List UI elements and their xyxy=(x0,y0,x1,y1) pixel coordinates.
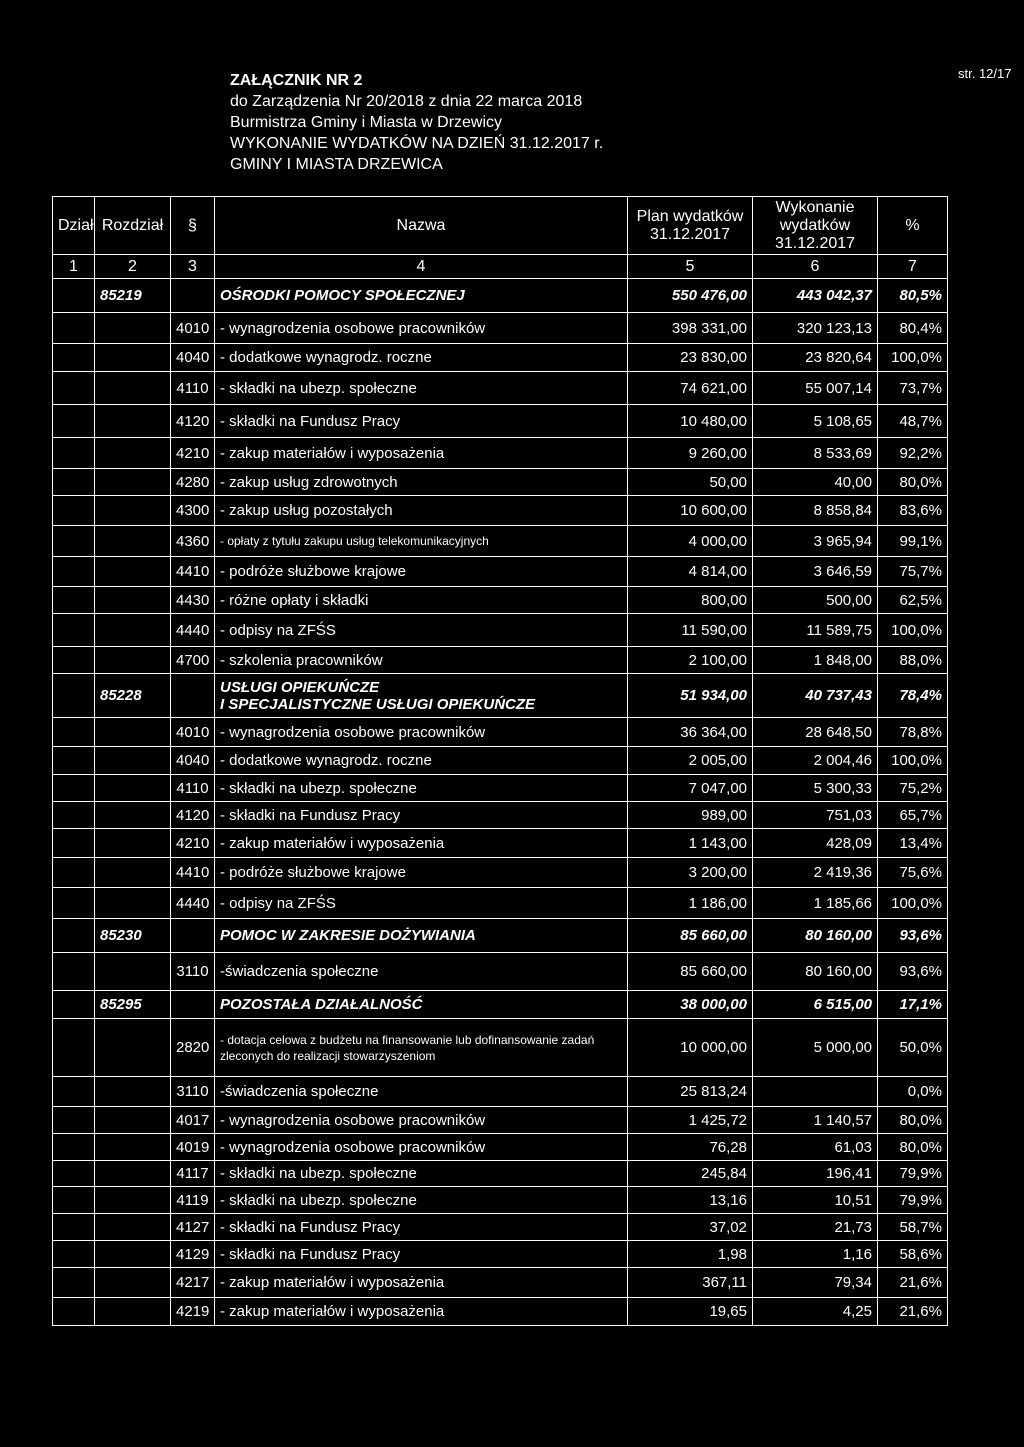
col-nazwa: Nazwa xyxy=(215,197,628,255)
cell-rozdzial xyxy=(95,587,171,614)
table-row xyxy=(53,802,948,829)
cell-wykonanie: 80 160,00 xyxy=(753,953,878,991)
section-row xyxy=(53,279,948,313)
cell-rozdzial: 85228 xyxy=(95,674,171,718)
cell-nazwa: -świadczenia społeczne xyxy=(215,1077,628,1107)
cell-paragraf: 4127 xyxy=(171,1214,215,1241)
col-number: 6 xyxy=(753,255,878,279)
cell-nazwa: - szkolenia pracowników xyxy=(215,647,628,674)
cell-nazwa: - zakup usług pozostałych xyxy=(215,496,628,526)
cell-rozdzial xyxy=(95,496,171,526)
column-numbers-row xyxy=(53,255,948,279)
cell-paragraf: 4040 xyxy=(171,747,215,775)
cell-dzial xyxy=(53,313,95,344)
cell-wykonanie: 320 123,13 xyxy=(753,313,878,344)
table-row xyxy=(53,313,948,344)
cell-rozdzial xyxy=(95,405,171,438)
page-number: str. 12/17 xyxy=(958,66,1012,81)
cell-plan: 25 813,24 xyxy=(628,1077,753,1107)
cell-nazwa: OŚRODKI POMOCY SPOŁECZNEJ xyxy=(215,279,628,313)
cell-rozdzial xyxy=(95,469,171,496)
cell-paragraf: 4217 xyxy=(171,1268,215,1298)
cell-procent: 48,7% xyxy=(878,405,948,438)
cell-procent: 21,6% xyxy=(878,1268,948,1298)
cell-procent: 79,9% xyxy=(878,1187,948,1214)
col-number: 2 xyxy=(95,255,171,279)
cell-rozdzial xyxy=(95,372,171,405)
cell-plan: 4 814,00 xyxy=(628,557,753,587)
cell-plan: 50,00 xyxy=(628,469,753,496)
table-row xyxy=(53,1107,948,1134)
cell-dzial xyxy=(53,1161,95,1187)
cell-rozdzial xyxy=(95,718,171,747)
cell-nazwa: - podróże służbowe krajowe xyxy=(215,557,628,587)
cell-nazwa: - wynagrodzenia osobowe pracowników xyxy=(215,313,628,344)
table-row xyxy=(53,1241,948,1268)
cell-dzial xyxy=(53,344,95,372)
cell-rozdzial: 85295 xyxy=(95,991,171,1019)
expenditure-table xyxy=(52,196,948,1326)
cell-plan: 11 590,00 xyxy=(628,614,753,647)
table-row xyxy=(53,1077,948,1107)
cell-rozdzial xyxy=(95,858,171,888)
cell-wykonanie: 751,03 xyxy=(753,802,878,829)
cell-procent: 88,0% xyxy=(878,647,948,674)
table-row xyxy=(53,718,948,747)
col-wykonanie: Wykonanie wydatków 31.12.2017 xyxy=(753,197,878,255)
cell-procent: 99,1% xyxy=(878,526,948,557)
cell-wykonanie: 1 848,00 xyxy=(753,647,878,674)
cell-wykonanie: 428,09 xyxy=(753,829,878,858)
cell-paragraf: 4117 xyxy=(171,1161,215,1187)
cell-paragraf: 4017 xyxy=(171,1107,215,1134)
cell-nazwa: - składki na Fundusz Pracy xyxy=(215,1214,628,1241)
cell-paragraf: 4440 xyxy=(171,614,215,647)
table-row xyxy=(53,747,948,775)
table-row xyxy=(53,1214,948,1241)
table-row xyxy=(53,1161,948,1187)
cell-nazwa: - dodatkowe wynagrodz. roczne xyxy=(215,344,628,372)
cell-nazwa: - zakup usług zdrowotnych xyxy=(215,469,628,496)
cell-plan: 800,00 xyxy=(628,587,753,614)
cell-dzial xyxy=(53,747,95,775)
cell-wykonanie: 1 140,57 xyxy=(753,1107,878,1134)
cell-paragraf: 4120 xyxy=(171,405,215,438)
cell-nazwa: - odpisy na ZFŚS xyxy=(215,888,628,919)
cell-plan: 9 260,00 xyxy=(628,438,753,469)
cell-dzial xyxy=(53,1241,95,1268)
cell-rozdzial xyxy=(95,438,171,469)
cell-dzial xyxy=(53,614,95,647)
cell-wykonanie: 79,34 xyxy=(753,1268,878,1298)
cell-rozdzial xyxy=(95,953,171,991)
cell-paragraf xyxy=(171,279,215,313)
cell-procent: 78,8% xyxy=(878,718,948,747)
cell-plan: 85 660,00 xyxy=(628,953,753,991)
municipality: GMINY I MIASTA DRZEWICA xyxy=(230,156,443,173)
header-row xyxy=(53,197,948,255)
cell-procent: 17,1% xyxy=(878,991,948,1019)
cell-procent: 92,2% xyxy=(878,438,948,469)
cell-paragraf: 4010 xyxy=(171,718,215,747)
col-procent: % xyxy=(878,197,948,255)
cell-rozdzial xyxy=(95,1298,171,1326)
cell-wykonanie: 3 965,94 xyxy=(753,526,878,557)
cell-dzial xyxy=(53,829,95,858)
cell-paragraf xyxy=(171,919,215,953)
cell-procent: 79,9% xyxy=(878,1161,948,1187)
cell-procent: 58,7% xyxy=(878,1214,948,1241)
cell-dzial xyxy=(53,496,95,526)
cell-paragraf: 4040 xyxy=(171,344,215,372)
cell-dzial xyxy=(53,438,95,469)
cell-dzial xyxy=(53,1134,95,1161)
cell-plan: 550 476,00 xyxy=(628,279,753,313)
cell-dzial xyxy=(53,858,95,888)
col-paragraf: § xyxy=(171,197,215,255)
cell-rozdzial xyxy=(95,344,171,372)
regulation-ref: do Zarządzenia Nr 20/2018 z dnia 22 marca 2018 xyxy=(230,93,583,110)
cell-dzial xyxy=(53,888,95,919)
cell-plan: 37,02 xyxy=(628,1214,753,1241)
cell-dzial xyxy=(53,405,95,438)
cell-paragraf: 4019 xyxy=(171,1134,215,1161)
cell-wykonanie xyxy=(753,1077,878,1107)
table-row xyxy=(53,372,948,405)
issuer: Burmistrza Gminy i Miasta w Drzewicy xyxy=(230,114,503,131)
cell-procent: 80,5% xyxy=(878,279,948,313)
cell-wykonanie: 8 533,69 xyxy=(753,438,878,469)
cell-dzial xyxy=(53,1107,95,1134)
cell-nazwa: USŁUGI OPIEKUŃCZE I SPECJALISTYCZNE USŁUGI OPIEKUŃCZE xyxy=(215,674,628,718)
cell-rozdzial xyxy=(95,1268,171,1298)
cell-dzial xyxy=(53,279,95,313)
cell-rozdzial xyxy=(95,1214,171,1241)
cell-wykonanie: 80 160,00 xyxy=(753,919,878,953)
cell-procent: 50,0% xyxy=(878,1019,948,1077)
cell-rozdzial xyxy=(95,647,171,674)
table-row xyxy=(53,557,948,587)
table-row xyxy=(53,469,948,496)
cell-plan: 51 934,00 xyxy=(628,674,753,718)
table-row xyxy=(53,829,948,858)
cell-nazwa: POMOC W ZAKRESIE DOŻYWIANIA xyxy=(215,919,628,953)
cell-plan: 367,11 xyxy=(628,1268,753,1298)
cell-nazwa: - wynagrodzenia osobowe pracowników xyxy=(215,1107,628,1134)
cell-nazwa: - odpisy na ZFŚS xyxy=(215,614,628,647)
cell-rozdzial: 85219 xyxy=(95,279,171,313)
cell-procent: 73,7% xyxy=(878,372,948,405)
cell-plan: 2 100,00 xyxy=(628,647,753,674)
cell-paragraf: 4210 xyxy=(171,438,215,469)
cell-rozdzial xyxy=(95,829,171,858)
table-row xyxy=(53,1019,948,1077)
cell-nazwa: - wynagrodzenia osobowe pracowników xyxy=(215,718,628,747)
cell-dzial xyxy=(53,1298,95,1326)
cell-nazwa: - składki na Fundusz Pracy xyxy=(215,802,628,829)
cell-dzial xyxy=(53,647,95,674)
cell-dzial xyxy=(53,587,95,614)
cell-nazwa: - składki na ubezp. społeczne xyxy=(215,1161,628,1187)
table-body xyxy=(53,279,948,1326)
cell-rozdzial xyxy=(95,775,171,802)
cell-paragraf: 4440 xyxy=(171,888,215,919)
cell-plan: 245,84 xyxy=(628,1161,753,1187)
cell-wykonanie: 55 007,14 xyxy=(753,372,878,405)
table-row xyxy=(53,888,948,919)
col-number: 1 xyxy=(53,255,95,279)
cell-rozdzial xyxy=(95,1019,171,1077)
section-row xyxy=(53,919,948,953)
cell-wykonanie: 196,41 xyxy=(753,1161,878,1187)
col-number: 4 xyxy=(215,255,628,279)
table-row xyxy=(53,438,948,469)
cell-nazwa: - dotacja celowa z budżetu na finansowanie lub dofinansowanie zadań zleconych do realizacji stowarzyszeniom xyxy=(215,1019,628,1077)
cell-wykonanie: 40,00 xyxy=(753,469,878,496)
cell-paragraf: 4700 xyxy=(171,647,215,674)
cell-wykonanie: 8 858,84 xyxy=(753,496,878,526)
cell-nazwa: - składki na Fundusz Pracy xyxy=(215,405,628,438)
cell-dzial xyxy=(53,1214,95,1241)
cell-plan: 38 000,00 xyxy=(628,991,753,1019)
cell-rozdzial xyxy=(95,526,171,557)
cell-nazwa: -świadczenia społeczne xyxy=(215,953,628,991)
cell-rozdzial xyxy=(95,1107,171,1134)
cell-dzial xyxy=(53,1268,95,1298)
section-row xyxy=(53,674,948,718)
cell-dzial xyxy=(53,919,95,953)
cell-procent: 58,6% xyxy=(878,1241,948,1268)
cell-dzial xyxy=(53,1077,95,1107)
cell-nazwa: - dodatkowe wynagrodz. roczne xyxy=(215,747,628,775)
col-number: 3 xyxy=(171,255,215,279)
cell-nazwa: - wynagrodzenia osobowe pracowników xyxy=(215,1134,628,1161)
cell-nazwa: - zakup materiałów i wyposażenia xyxy=(215,829,628,858)
cell-paragraf: 4129 xyxy=(171,1241,215,1268)
cell-nazwa: - podróże służbowe krajowe xyxy=(215,858,628,888)
cell-rozdzial xyxy=(95,1077,171,1107)
cell-procent: 78,4% xyxy=(878,674,948,718)
cell-procent: 80,0% xyxy=(878,1107,948,1134)
cell-dzial xyxy=(53,775,95,802)
cell-paragraf: 4010 xyxy=(171,313,215,344)
cell-plan: 76,28 xyxy=(628,1134,753,1161)
cell-rozdzial xyxy=(95,1134,171,1161)
cell-rozdzial xyxy=(95,614,171,647)
cell-wykonanie: 443 042,37 xyxy=(753,279,878,313)
cell-wykonanie: 500,00 xyxy=(753,587,878,614)
cell-wykonanie: 5 000,00 xyxy=(753,1019,878,1077)
cell-paragraf: 4219 xyxy=(171,1298,215,1326)
cell-dzial xyxy=(53,526,95,557)
cell-paragraf: 4410 xyxy=(171,557,215,587)
cell-procent: 75,7% xyxy=(878,557,948,587)
cell-plan: 23 830,00 xyxy=(628,344,753,372)
cell-wykonanie: 5 300,33 xyxy=(753,775,878,802)
table-row xyxy=(53,1298,948,1326)
cell-wykonanie: 28 648,50 xyxy=(753,718,878,747)
cell-plan: 19,65 xyxy=(628,1298,753,1326)
cell-nazwa: - składki na Fundusz Pracy xyxy=(215,1241,628,1268)
cell-paragraf xyxy=(171,674,215,718)
table-row xyxy=(53,526,948,557)
col-dzial: Dział xyxy=(53,197,95,255)
cell-plan: 398 331,00 xyxy=(628,313,753,344)
cell-procent: 0,0% xyxy=(878,1077,948,1107)
table-row xyxy=(53,587,948,614)
cell-plan: 1 186,00 xyxy=(628,888,753,919)
cell-plan: 3 200,00 xyxy=(628,858,753,888)
report-title: WYKONANIE WYDATKÓW NA DZIEŃ 31.12.2017 r. xyxy=(230,135,604,152)
cell-nazwa: - składki na ubezp. społeczne xyxy=(215,775,628,802)
table-row xyxy=(53,775,948,802)
cell-procent: 93,6% xyxy=(878,919,948,953)
cell-wykonanie: 61,03 xyxy=(753,1134,878,1161)
cell-procent: 83,6% xyxy=(878,496,948,526)
cell-wykonanie: 23 820,64 xyxy=(753,344,878,372)
table-row xyxy=(53,953,948,991)
cell-dzial xyxy=(53,718,95,747)
cell-procent: 80,4% xyxy=(878,313,948,344)
cell-paragraf: 4280 xyxy=(171,469,215,496)
attachment-title: ZAŁĄCZNIK NR 2 xyxy=(230,72,363,89)
document-header xyxy=(230,70,603,175)
cell-procent: 75,2% xyxy=(878,775,948,802)
table-row xyxy=(53,647,948,674)
cell-wykonanie: 6 515,00 xyxy=(753,991,878,1019)
cell-procent: 75,6% xyxy=(878,858,948,888)
cell-paragraf: 4360 xyxy=(171,526,215,557)
cell-wykonanie: 1,16 xyxy=(753,1241,878,1268)
cell-wykonanie: 40 737,43 xyxy=(753,674,878,718)
cell-paragraf: 2820 xyxy=(171,1019,215,1077)
cell-nazwa: - składki na ubezp. społeczne xyxy=(215,1187,628,1214)
cell-wykonanie: 10,51 xyxy=(753,1187,878,1214)
cell-plan: 13,16 xyxy=(628,1187,753,1214)
col-rozdzial: Rozdział xyxy=(95,197,171,255)
cell-dzial xyxy=(53,674,95,718)
cell-paragraf: 4120 xyxy=(171,802,215,829)
col-number: 7 xyxy=(878,255,948,279)
cell-nazwa: - składki na ubezp. społeczne xyxy=(215,372,628,405)
cell-paragraf: 4430 xyxy=(171,587,215,614)
cell-plan: 10 600,00 xyxy=(628,496,753,526)
cell-dzial xyxy=(53,953,95,991)
cell-plan: 989,00 xyxy=(628,802,753,829)
cell-plan: 4 000,00 xyxy=(628,526,753,557)
table-row xyxy=(53,344,948,372)
cell-rozdzial xyxy=(95,557,171,587)
cell-procent: 100,0% xyxy=(878,614,948,647)
cell-paragraf: 4410 xyxy=(171,858,215,888)
cell-plan: 74 621,00 xyxy=(628,372,753,405)
cell-wykonanie: 5 108,65 xyxy=(753,405,878,438)
cell-wykonanie: 11 589,75 xyxy=(753,614,878,647)
cell-paragraf: 4110 xyxy=(171,775,215,802)
cell-dzial xyxy=(53,469,95,496)
cell-rozdzial: 85230 xyxy=(95,919,171,953)
table-row xyxy=(53,1187,948,1214)
cell-nazwa: - zakup materiałów i wyposażenia xyxy=(215,1268,628,1298)
col-plan: Plan wydatków 31.12.2017 xyxy=(628,197,753,255)
cell-wykonanie: 1 185,66 xyxy=(753,888,878,919)
cell-procent: 100,0% xyxy=(878,888,948,919)
table-row xyxy=(53,614,948,647)
cell-nazwa: - zakup materiałów i wyposażenia xyxy=(215,1298,628,1326)
cell-plan: 7 047,00 xyxy=(628,775,753,802)
cell-dzial xyxy=(53,802,95,829)
cell-dzial xyxy=(53,1019,95,1077)
cell-wykonanie: 2 004,46 xyxy=(753,747,878,775)
cell-wykonanie: 2 419,36 xyxy=(753,858,878,888)
cell-plan: 85 660,00 xyxy=(628,919,753,953)
cell-rozdzial xyxy=(95,1187,171,1214)
cell-wykonanie: 4,25 xyxy=(753,1298,878,1326)
cell-wykonanie: 21,73 xyxy=(753,1214,878,1241)
section-row xyxy=(53,991,948,1019)
cell-procent: 80,0% xyxy=(878,1134,948,1161)
cell-nazwa: - zakup materiałów i wyposażenia xyxy=(215,438,628,469)
cell-plan: 1 425,72 xyxy=(628,1107,753,1134)
cell-dzial xyxy=(53,991,95,1019)
cell-nazwa: - opłaty z tytułu zakupu usług telekomunikacyjnych xyxy=(215,526,628,557)
cell-paragraf: 3110 xyxy=(171,953,215,991)
cell-rozdzial xyxy=(95,888,171,919)
cell-nazwa: POZOSTAŁA DZIAŁALNOŚĆ xyxy=(215,991,628,1019)
cell-rozdzial xyxy=(95,1241,171,1268)
cell-rozdzial xyxy=(95,1161,171,1187)
cell-plan: 1 143,00 xyxy=(628,829,753,858)
cell-procent: 21,6% xyxy=(878,1298,948,1326)
cell-paragraf xyxy=(171,991,215,1019)
cell-procent: 100,0% xyxy=(878,344,948,372)
cell-dzial xyxy=(53,372,95,405)
cell-wykonanie: 3 646,59 xyxy=(753,557,878,587)
table-row xyxy=(53,405,948,438)
cell-plan: 10 480,00 xyxy=(628,405,753,438)
cell-plan: 36 364,00 xyxy=(628,718,753,747)
cell-dzial xyxy=(53,1187,95,1214)
cell-dzial xyxy=(53,557,95,587)
table-row xyxy=(53,496,948,526)
cell-paragraf: 4210 xyxy=(171,829,215,858)
cell-procent: 93,6% xyxy=(878,953,948,991)
cell-paragraf: 4300 xyxy=(171,496,215,526)
cell-plan: 10 000,00 xyxy=(628,1019,753,1077)
cell-plan: 1,98 xyxy=(628,1241,753,1268)
cell-paragraf: 4110 xyxy=(171,372,215,405)
cell-paragraf: 3110 xyxy=(171,1077,215,1107)
cell-rozdzial xyxy=(95,802,171,829)
cell-rozdzial xyxy=(95,313,171,344)
table-row xyxy=(53,1268,948,1298)
cell-procent: 80,0% xyxy=(878,469,948,496)
cell-procent: 100,0% xyxy=(878,747,948,775)
cell-procent: 65,7% xyxy=(878,802,948,829)
table-row xyxy=(53,858,948,888)
cell-plan: 2 005,00 xyxy=(628,747,753,775)
table-row xyxy=(53,1134,948,1161)
col-number: 5 xyxy=(628,255,753,279)
cell-nazwa: - różne opłaty i składki xyxy=(215,587,628,614)
cell-procent: 13,4% xyxy=(878,829,948,858)
cell-procent: 62,5% xyxy=(878,587,948,614)
cell-rozdzial xyxy=(95,747,171,775)
cell-paragraf: 4119 xyxy=(171,1187,215,1214)
